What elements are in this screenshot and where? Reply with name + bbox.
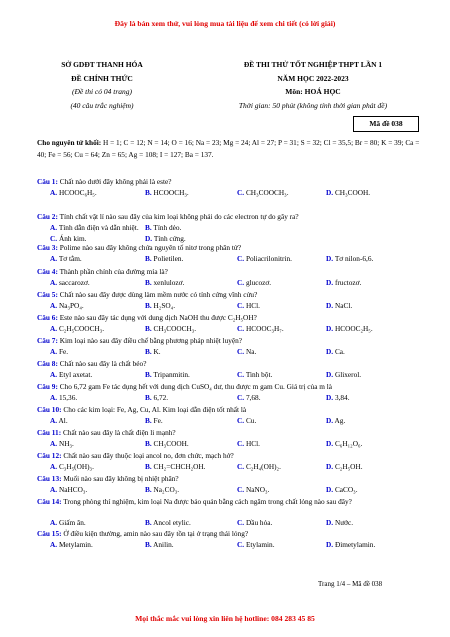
answer-option	[237, 415, 256, 426]
options-row	[50, 277, 422, 288]
option-letter: A.	[50, 254, 58, 263]
option-text: Fe.	[58, 347, 69, 356]
question-text: Chất nào sau đây là chất điện li mạnh?	[61, 428, 176, 437]
option-letter: A.	[50, 324, 58, 333]
answer-option	[326, 187, 370, 198]
option-letter: D.	[326, 518, 334, 527]
question-number: Câu 2:	[37, 212, 58, 221]
answer-option	[237, 461, 281, 472]
option-text: NaCl.	[334, 301, 353, 310]
option-text: K.	[153, 347, 161, 356]
option-letter: C.	[237, 485, 245, 494]
answer-option	[326, 438, 362, 449]
options-row	[50, 369, 422, 380]
option-text: HCOOCH₃.	[153, 188, 189, 197]
question-number: Câu 7:	[37, 336, 58, 345]
option-letter: A.	[50, 301, 58, 310]
option-letter: B.	[145, 324, 152, 333]
option-letter: B.	[145, 393, 152, 402]
option-letter: D.	[326, 370, 334, 379]
question-text: Thành phần chính của đường mía là?	[57, 267, 168, 276]
school-year: NĂM HỌC 2022-2023	[277, 73, 349, 83]
option-text: Al.	[58, 416, 68, 425]
question-number: Câu 1:	[37, 177, 58, 186]
option-text: Tinh bột.	[245, 370, 273, 379]
question-text: Cho 6,72 gam Fe tác dụng hết với dung dịch CuSO₄ dư, thu được m gam Cu. Giá trị của m là	[57, 382, 333, 391]
answer-option	[145, 323, 196, 334]
answer-option	[326, 484, 358, 495]
options-row	[50, 323, 422, 334]
answer-option	[50, 415, 68, 426]
options-row	[50, 187, 422, 198]
answer-option	[326, 415, 345, 426]
answer-option	[326, 369, 361, 380]
question-stem	[37, 211, 422, 222]
option-text: 15,36.	[58, 393, 78, 402]
answer-option	[237, 517, 272, 528]
option-text: Tính dẫn điện và dẫn nhiệt.	[58, 223, 139, 232]
official-label: ĐỀ CHÍNH THỨC	[71, 73, 133, 83]
options-row	[50, 300, 422, 311]
option-text: Ca.	[334, 347, 345, 356]
option-text: Ag.	[334, 416, 346, 425]
question-count: (40 câu trắc nghiệm)	[70, 100, 134, 110]
option-letter: D.	[326, 485, 334, 494]
answer-option	[50, 438, 74, 449]
option-letter: A.	[50, 416, 58, 425]
answer-option	[50, 539, 93, 550]
question-stem	[37, 242, 422, 253]
question-number: Câu 11:	[37, 428, 62, 437]
option-letter: C.	[237, 462, 245, 471]
answer-option	[237, 484, 269, 495]
option-letter: A.	[50, 278, 58, 287]
question-number: Câu 8:	[37, 359, 58, 368]
answer-option	[145, 346, 161, 357]
question-text: Cho các kim loại: Fe, Ag, Cu, Al. Kim loại dẫn điện tốt nhất là	[61, 405, 247, 414]
question-number: Câu 5:	[37, 290, 58, 299]
answer-option	[237, 369, 272, 380]
option-letter: B.	[145, 347, 152, 356]
option-text: fructozơ.	[334, 278, 362, 287]
options-row	[50, 484, 422, 495]
option-letter: C.	[237, 439, 245, 448]
option-letter: A.	[50, 347, 58, 356]
question-text: Chất nào dưới đây không phải là este?	[57, 177, 172, 186]
option-text: Na.	[245, 347, 257, 356]
option-text: CH₃COOH.	[153, 439, 189, 448]
answer-option	[145, 517, 191, 528]
answer-option	[326, 517, 353, 528]
answer-option	[237, 346, 256, 357]
option-text: Tính cứng.	[153, 234, 186, 243]
question-stem	[37, 335, 422, 346]
question-number: Câu 9:	[37, 382, 58, 391]
option-text: NaHCO₃.	[58, 485, 88, 494]
answer-option	[145, 539, 174, 550]
answer-option	[145, 484, 179, 495]
answer-option	[145, 415, 163, 426]
option-letter: D.	[326, 439, 334, 448]
answer-option	[145, 277, 184, 288]
option-text: Ancol etylic.	[153, 518, 191, 527]
question-text: Chất nào sau đây thuộc loại ancol no, đơn chức, mạch hở?	[61, 451, 234, 460]
option-text: Fe.	[153, 416, 163, 425]
question-number: Câu 4:	[37, 267, 58, 276]
option-text: Tơ tằm.	[58, 254, 82, 263]
option-text: CaCO₃.	[334, 485, 358, 494]
option-text: Dầu hỏa.	[245, 518, 273, 527]
time-limit: Thời gian: 50 phút (không tính thời gian phát đề)	[238, 100, 388, 110]
answer-option	[50, 392, 77, 403]
answer-option	[50, 222, 139, 233]
option-letter: B.	[145, 540, 152, 549]
answer-option	[326, 392, 350, 403]
options-row	[50, 539, 422, 550]
option-letter: A.	[50, 188, 58, 197]
option-letter: C.	[237, 393, 245, 402]
option-text: C₂H₅COOCH₃.	[58, 324, 105, 333]
option-text: CH₂=CHCH₂OH.	[153, 462, 206, 471]
option-text: Na₃PO₄.	[58, 301, 84, 310]
option-text: C₆H₁₂O₆.	[334, 439, 363, 448]
answer-option	[326, 539, 375, 550]
option-text: Poliacrilonitrin.	[245, 254, 292, 263]
question-number: Câu 6:	[37, 313, 58, 322]
preview-banner: Đây là bản xem thử, vui lòng mua tài liệu để xem chi tiết (có lời giải)	[114, 19, 336, 28]
options-row	[50, 253, 422, 264]
option-letter: D.	[326, 393, 334, 402]
option-text: glucozơ.	[245, 278, 272, 287]
option-letter: B.	[145, 188, 152, 197]
answer-option	[237, 438, 260, 449]
answer-option	[326, 253, 373, 264]
option-letter: C.	[237, 278, 245, 287]
options-row	[50, 438, 422, 449]
options-row	[50, 392, 422, 403]
option-text: NaNO₃.	[245, 485, 270, 494]
answer-option	[145, 392, 168, 403]
option-text: Tripanmitin.	[153, 370, 190, 379]
option-letter: B.	[145, 301, 152, 310]
question-stem	[37, 496, 422, 507]
options-row	[50, 461, 422, 472]
option-letter: D.	[326, 188, 334, 197]
option-letter: B.	[145, 278, 152, 287]
question-text: Trong phòng thí nghiệm, kim loại Na được bảo quản bằng cách ngâm trong chất lỏng nào sau đây?	[61, 497, 352, 506]
option-letter: D.	[326, 301, 334, 310]
option-text: CH₃COOCH₃.	[245, 188, 289, 197]
option-letter: B.	[145, 416, 152, 425]
option-letter: A.	[50, 439, 58, 448]
answer-option	[145, 187, 189, 198]
option-letter: D.	[326, 416, 334, 425]
exam-title: ĐỀ THI THỬ TỐT NGHIỆP THPT LẦN 1	[243, 60, 383, 69]
question-stem	[37, 176, 422, 187]
option-text: Giấm ăn.	[58, 518, 86, 527]
option-letter: D.	[326, 540, 334, 549]
question-text: Polime nào sau đây không chứa nguyên tố nitơ trong phân tử?	[57, 243, 242, 252]
option-text: 3,84.	[334, 393, 350, 402]
answer-option	[50, 369, 92, 380]
option-text: HCl.	[245, 301, 260, 310]
answer-option	[50, 300, 84, 311]
option-text: 7,68.	[245, 393, 261, 402]
options-row	[50, 346, 422, 357]
option-letter: B.	[145, 518, 152, 527]
atomic-label: Cho nguyên tử khối:	[37, 138, 102, 147]
answer-option	[237, 392, 261, 403]
option-letter: B.	[145, 485, 152, 494]
answer-option	[326, 461, 363, 472]
atomic-masses	[37, 137, 422, 160]
option-text: HCOOC₆H₅.	[58, 188, 97, 197]
options-row	[50, 222, 422, 233]
option-text: Anilin.	[153, 540, 174, 549]
option-text: Tính dẻo.	[153, 223, 182, 232]
answer-option	[326, 300, 352, 311]
option-text: Cu.	[245, 416, 257, 425]
question-stem	[37, 266, 422, 277]
option-letter: C.	[237, 324, 245, 333]
page-footer: Trang 1/4 – Mã đề 038	[318, 580, 383, 588]
answer-option	[145, 461, 206, 472]
question-number: Câu 10:	[37, 405, 62, 414]
option-letter: B.	[145, 439, 152, 448]
option-letter: D.	[326, 462, 334, 471]
question-text: Kim loại nào sau đây điều chế bằng phương pháp nhiệt luyện?	[57, 336, 242, 345]
answer-option	[145, 222, 181, 233]
answer-option	[326, 277, 361, 288]
option-text: C₂H₅OH.	[334, 462, 363, 471]
option-letter: C.	[237, 540, 245, 549]
header-right	[188, 58, 438, 112]
answer-option	[237, 253, 292, 264]
option-letter: D.	[326, 254, 334, 263]
answer-option	[145, 438, 189, 449]
answer-option	[50, 277, 90, 288]
option-letter: A.	[50, 462, 58, 471]
atomic-values: H = 1; C = 12; N = 14; O = 16; Na = 23; Mg = 24; Al = 27; P = 31; S = 32; Cl = 35,5; Br = 80; K = 39; Ca = 40; Fe = 56; Cu = 64; Zn = 65; Ag = 108; I = 127; Ba = 137.	[37, 138, 420, 159]
option-text: Ánh kim.	[58, 234, 87, 243]
option-letter: C.	[237, 301, 245, 310]
option-text: Na₂CO₃.	[153, 485, 180, 494]
option-text: 6,72.	[153, 393, 169, 402]
answer-option	[237, 277, 271, 288]
option-text: H₂SO₄.	[153, 301, 176, 310]
option-text: Tơ nilon-6,6.	[334, 254, 374, 263]
page-count: (Đề thi có 04 trang)	[72, 87, 132, 96]
option-letter: C.	[237, 416, 245, 425]
option-letter: A.	[50, 518, 58, 527]
answer-option	[50, 461, 94, 472]
question-text: Este nào sau đây tác dụng với dung dịch NaOH thu được C₂H₅OH?	[57, 313, 257, 322]
option-letter: A.	[50, 485, 58, 494]
question-stem	[37, 427, 422, 438]
question-text: Chất nào sau đây là chất béo?	[57, 359, 147, 368]
option-text: C₂H₄(OH)₂.	[245, 462, 281, 471]
option-text: Nước.	[334, 518, 354, 527]
exam-code: Mã đề 038	[353, 116, 419, 132]
question-stem	[37, 358, 422, 369]
question-text: Muối nào sau đây không bị nhiệt phân?	[61, 474, 179, 483]
answer-option	[237, 300, 260, 311]
answer-option	[50, 346, 68, 357]
option-text: Metylamin.	[58, 540, 93, 549]
question-number: Câu 13:	[37, 474, 62, 483]
option-letter: D.	[326, 278, 334, 287]
option-letter: B.	[145, 370, 152, 379]
option-letter: A.	[50, 370, 58, 379]
question-stem	[37, 528, 422, 539]
answer-option	[50, 323, 104, 334]
option-text: Etylamin.	[245, 540, 275, 549]
answer-option	[237, 539, 275, 550]
answer-option	[237, 187, 289, 198]
question-stem	[37, 381, 422, 392]
answer-option	[50, 253, 82, 264]
answer-option	[326, 323, 373, 334]
option-text: CH₃COOCH₃.	[153, 324, 197, 333]
answer-option	[145, 369, 190, 380]
option-letter: C.	[50, 234, 58, 243]
option-text: HCOOC₂H₅.	[334, 324, 373, 333]
question-number: Câu 14:	[37, 497, 62, 506]
question-stem	[37, 404, 422, 415]
option-letter: B.	[145, 223, 152, 232]
answer-option	[50, 517, 86, 528]
option-letter: A.	[50, 393, 58, 402]
answer-option	[145, 300, 175, 311]
answer-option	[50, 187, 97, 198]
department-name: SỞ GDĐT THANH HÓA	[61, 60, 143, 69]
option-letter: B.	[145, 462, 152, 471]
answer-option	[145, 253, 183, 264]
option-text: NH₃.	[58, 439, 74, 448]
question-stem	[37, 312, 422, 323]
options-row	[50, 517, 422, 528]
option-letter: A.	[50, 223, 58, 232]
subject: Môn: HOÁ HỌC	[285, 87, 341, 96]
header-left	[38, 58, 166, 112]
option-letter: C.	[237, 254, 245, 263]
option-text: Polietilen.	[153, 254, 184, 263]
option-text: xenlulozơ.	[153, 278, 185, 287]
question-stem	[37, 473, 422, 484]
answer-option	[50, 484, 87, 495]
option-letter: A.	[50, 540, 58, 549]
option-letter: D.	[326, 324, 334, 333]
option-letter: D.	[326, 347, 334, 356]
question-stem	[37, 450, 422, 461]
option-letter: D.	[145, 234, 153, 243]
option-text: HCOOC₃H₇.	[245, 324, 284, 333]
question-stem	[37, 289, 422, 300]
option-text: C₃H₅(OH)₃.	[58, 462, 94, 471]
option-text: Etyl axetat.	[58, 370, 93, 379]
option-text: saccarozơ.	[58, 278, 90, 287]
question-number: Câu 3:	[37, 243, 58, 252]
question-text: Ở điều kiện thường, amin nào sau đây tồn tại ở trạng thái lỏng?	[61, 529, 249, 538]
option-letter: C.	[237, 188, 245, 197]
answer-option	[326, 346, 345, 357]
question-text: Tính chất vật lí nào sau đây của kim loại không phải do các electron tự do gây ra?	[57, 212, 299, 221]
option-text: CH₃COOH.	[334, 188, 371, 197]
question-number: Câu 12:	[37, 451, 62, 460]
question-number: Câu 15:	[37, 529, 62, 538]
option-letter: B.	[145, 254, 152, 263]
option-letter: C.	[237, 518, 245, 527]
hotline-banner: Mọi thắc mắc vui lòng xin liên hệ hotline: 084 283 45 85	[135, 614, 315, 623]
answer-option	[237, 323, 284, 334]
question-text: Chất nào sau đây được dùng làm mềm nước có tính cứng vĩnh cửu?	[57, 290, 258, 299]
option-letter: C.	[237, 370, 245, 379]
options-row	[50, 415, 422, 426]
option-text: HCl.	[245, 439, 260, 448]
option-text: Glixerol.	[334, 370, 362, 379]
option-text: Đimetylamin.	[334, 540, 376, 549]
option-letter: C.	[237, 347, 245, 356]
